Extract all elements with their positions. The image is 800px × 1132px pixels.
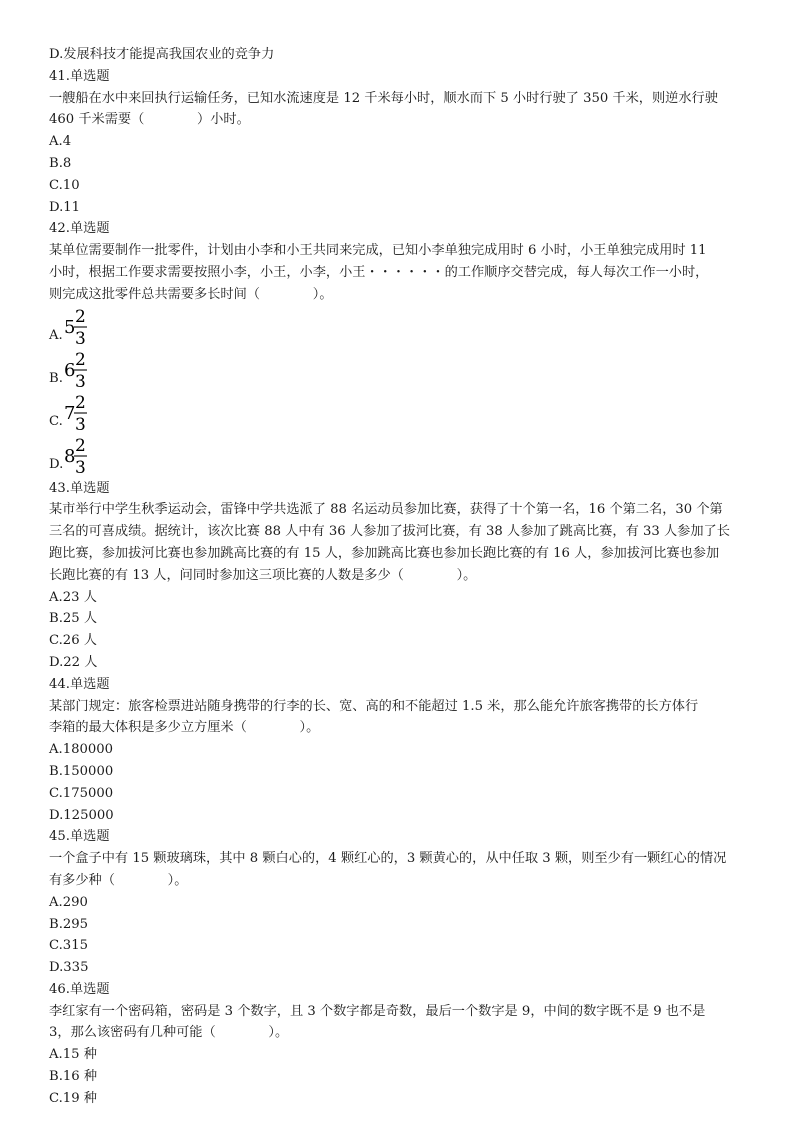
question-stem-line: 3，那么该密码有几种可能（ ）。 (49, 1025, 289, 1041)
mixed-fraction (62, 392, 102, 435)
question-stem-line: 跑比赛，参加拔河比赛也参加跳高比赛的有 15 人，参加跳高比赛也参加长跑比赛的有 16 人，参加拔河比赛也参加 (49, 545, 720, 561)
fraction-denominator: 3 (75, 371, 86, 392)
question-stem-line: 李红家有一个密码箱，密码是 3 个数字，且 3 个数字都是奇数，最后一个数字是 9，中间的数字既不是 9 也不是 (49, 1003, 706, 1019)
question-header: 44.单选题 (49, 676, 110, 692)
question-stem-line: 李箱的最大体积是多少立方厘米（ ）。 (49, 720, 320, 736)
question-stem-line: 一个盒子中有 15 颗玻璃珠，其中 8 颗白心的，4 颗红心的，3 颗黄心的，从中任取 3 颗，则至少有一颗红心的情况 (49, 851, 727, 867)
exam-page (49, 44, 761, 1110)
option-label: D. (49, 456, 64, 472)
question-46 (49, 979, 761, 1110)
option-d[interactable]: D.22 人 (49, 654, 98, 670)
option-b[interactable]: B.25 人 (49, 611, 98, 627)
option-c[interactable]: C.175000 (49, 785, 114, 801)
option-c[interactable]: C.10 (49, 177, 80, 193)
fraction-numerator: 2 (75, 435, 86, 456)
option-b[interactable] (49, 349, 761, 392)
question-stem-line: 小时，根据工作要求需要按照小李，小王，小李，小王・・・・・・的工作顺序交替完成，每人每次工作一小时， (49, 264, 709, 280)
option-a[interactable]: A.290 (49, 894, 88, 910)
question-stem-line: 长跑比赛的有 13 人，问同时参加这三项比赛的人数是多少（ ）。 (49, 567, 477, 583)
option-b[interactable]: B.295 (49, 916, 89, 932)
question-header: 41.单选题 (49, 68, 110, 84)
option-d[interactable]: D.335 (49, 960, 89, 976)
question-header: 46.单选题 (49, 981, 110, 997)
question-stem-line: 则完成这批零件总共需要多长时间（ ）。 (49, 286, 333, 302)
option-a[interactable]: A.180000 (49, 742, 114, 758)
question-header: 45.单选题 (49, 829, 110, 845)
option-d[interactable]: D.125000 (49, 807, 114, 823)
option-d[interactable]: D.11 (49, 199, 81, 215)
question-41 (49, 66, 761, 219)
option-a[interactable]: A.4 (49, 134, 72, 150)
question-stem-line: 三名的可喜成绩。据统计，该次比赛 88 人中有 36 人参加了拔河比赛，有 38 人参加了跳高比赛，有 33 人参加了长 (49, 524, 730, 540)
question-header: 43.单选题 (49, 480, 110, 496)
question-43 (49, 478, 761, 674)
option-label: A. (49, 327, 63, 343)
question-stem-line: 一艘船在水中来回执行运输任务，已知水流速度是 12 千米每小时，顺水而下 5 小时行驶了 350 千米，则逆水行驶 (49, 90, 718, 106)
fraction-denominator: 3 (75, 328, 86, 349)
fraction-numerator: 2 (75, 392, 86, 413)
option-b[interactable]: B.150000 (49, 763, 114, 779)
question-stem-line: 有多少种（ ）。 (49, 872, 188, 888)
option-a[interactable]: A.15 种 (49, 1047, 97, 1063)
option-a[interactable]: A.23 人 (49, 589, 97, 605)
question-header: 42.单选题 (49, 221, 110, 237)
question-stem-line: 某市举行中学生秋季运动会，雷锋中学共选派了 88 名运动员参加比赛，获得了十个第一名，16 个第二名，30 个第 (49, 502, 723, 518)
option-b[interactable]: B.16 种 (49, 1069, 98, 1085)
question-stem-line: 某单位需要制作一批零件，计划由小李和小王共同来完成，已知小李单独完成用时 6 小时，小王单独完成用时 11 (49, 243, 707, 259)
option-d[interactable] (49, 435, 761, 478)
fraction-denominator: 3 (75, 457, 86, 478)
fraction-whole: 5 (64, 316, 76, 338)
mixed-fraction (62, 349, 102, 392)
question-42 (49, 218, 761, 477)
fraction-denominator: 3 (75, 414, 86, 435)
option-label: C. (49, 413, 63, 429)
option-c[interactable]: C.26 人 (49, 633, 97, 649)
option-c[interactable] (49, 392, 761, 435)
fraction-whole: 6 (64, 359, 76, 381)
q40-option-d: D.发展科技才能提高我国农业的竞争力 (49, 47, 275, 62)
mixed-fraction (62, 306, 102, 349)
option-b[interactable]: B.8 (49, 155, 72, 171)
fraction-whole: 8 (64, 445, 76, 467)
question-stem-line: 某部门规定：旅客检票进站随身携带的行李的长、宽、高的和不能超过 1.5 米，那么能允许旅客携带的长方体行 (49, 698, 699, 714)
fraction-whole: 7 (64, 402, 76, 424)
option-a[interactable] (49, 306, 761, 349)
option-label: B. (49, 370, 63, 386)
question-44 (49, 674, 761, 827)
fraction-numerator: 2 (75, 349, 86, 370)
mixed-fraction (62, 435, 102, 478)
option-c[interactable]: C.315 (49, 938, 88, 954)
fraction-numerator: 2 (75, 306, 86, 327)
question-45 (49, 826, 761, 979)
option-c[interactable]: C.19 种 (49, 1090, 97, 1106)
question-stem-line: 460 千米需要（ ）小时。 (49, 112, 250, 128)
